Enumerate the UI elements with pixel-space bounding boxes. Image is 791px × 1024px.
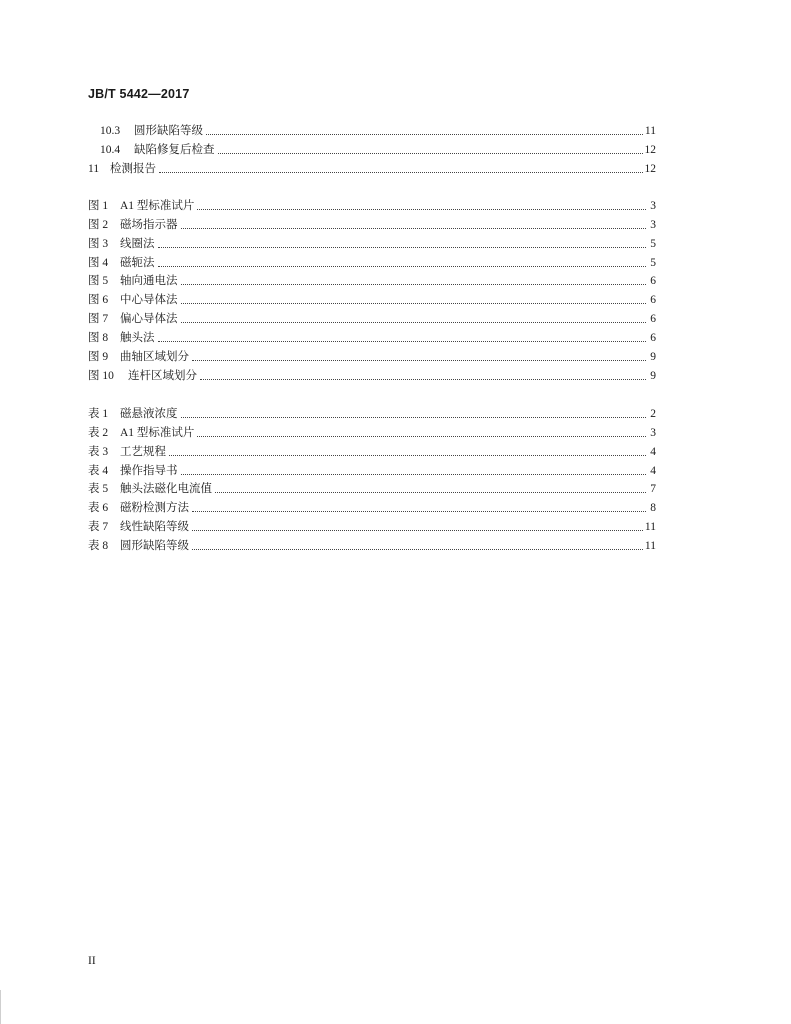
table-title: 触头法磁化电流值 xyxy=(120,483,212,496)
toc-entry-number: 11 xyxy=(88,162,100,175)
figure-number: 图 2 xyxy=(88,218,109,231)
toc-dot-leader xyxy=(192,548,643,550)
figure-number: 图 7 xyxy=(88,313,109,326)
figure-page: 3 xyxy=(650,199,656,212)
figure-number: 图 9 xyxy=(88,351,109,364)
toc-dot-leader xyxy=(159,171,643,173)
toc-entry-page: 12 xyxy=(644,143,656,156)
table-title: 磁悬液浓度 xyxy=(120,407,178,420)
toc-dot-leader xyxy=(158,265,647,267)
figure-entry[interactable] xyxy=(88,364,656,383)
figure-title: 线圈法 xyxy=(120,237,155,250)
figure-title: 偏心导体法 xyxy=(120,313,178,326)
table-page: 3 xyxy=(650,426,656,439)
figure-number: 图 10 xyxy=(88,369,114,382)
table-entry[interactable] xyxy=(88,440,656,459)
toc-dot-leader xyxy=(197,435,646,437)
figure-title: 中心导体法 xyxy=(120,294,178,307)
figure-page: 6 xyxy=(650,275,656,288)
toc-dot-leader xyxy=(181,227,647,229)
table-number: 表 3 xyxy=(88,445,109,458)
toc-dot-leader xyxy=(192,510,646,512)
figure-number: 图 3 xyxy=(88,237,109,250)
toc-sections xyxy=(88,119,656,176)
toc-entry-11[interactable] xyxy=(88,157,656,176)
figure-title: 磁场指示器 xyxy=(120,218,178,231)
table-number: 表 8 xyxy=(88,540,109,553)
table-entry[interactable] xyxy=(88,402,656,421)
figure-number: 图 1 xyxy=(88,199,109,212)
figure-title: 磁轭法 xyxy=(120,256,155,269)
table-title: 工艺规程 xyxy=(120,445,166,458)
figure-title: 触头法 xyxy=(120,332,155,345)
standard-id-header: JB/T 5442—2017 xyxy=(88,87,190,101)
toc-entry-title: 缺陷修复后检查 xyxy=(134,143,215,156)
toc-dot-leader xyxy=(200,378,646,380)
figure-entry[interactable] xyxy=(88,288,656,307)
toc-dot-leader xyxy=(215,491,646,493)
toc-dot-leader xyxy=(158,246,647,248)
toc-dot-leader xyxy=(158,340,647,342)
table-entry[interactable] xyxy=(88,496,656,515)
table-page: 7 xyxy=(650,483,656,496)
figure-title: 曲轴区域划分 xyxy=(120,351,189,364)
table-page: 4 xyxy=(650,464,656,477)
figure-page: 6 xyxy=(650,313,656,326)
toc-dot-leader xyxy=(218,152,643,154)
figure-title: A1 型标准试片 xyxy=(120,199,195,212)
figure-entry[interactable] xyxy=(88,307,656,326)
figure-page: 9 xyxy=(650,351,656,364)
figure-page: 9 xyxy=(650,369,656,382)
toc-dot-leader xyxy=(181,302,647,304)
toc-entry-title: 圆形缺陷等级 xyxy=(134,124,203,137)
table-number: 表 6 xyxy=(88,502,109,515)
figure-number: 图 8 xyxy=(88,332,109,345)
table-page: 8 xyxy=(650,502,656,515)
figure-entry[interactable] xyxy=(88,232,656,251)
toc-entry-title: 检测报告 xyxy=(110,162,156,175)
figure-number: 图 5 xyxy=(88,275,109,288)
table-entry[interactable] xyxy=(88,515,656,534)
table-page: 11 xyxy=(644,540,656,553)
table-page: 2 xyxy=(650,407,656,420)
toc-dot-leader xyxy=(181,321,647,323)
figure-page: 6 xyxy=(650,294,656,307)
figure-entry[interactable] xyxy=(88,270,656,289)
table-number: 表 7 xyxy=(88,521,109,534)
figure-entry[interactable] xyxy=(88,326,656,345)
figure-page: 5 xyxy=(650,256,656,269)
toc-dot-leader xyxy=(206,133,643,135)
table-title: 操作指导书 xyxy=(120,464,178,477)
figure-page: 3 xyxy=(650,218,656,231)
toc-entry-10-4[interactable] xyxy=(88,138,656,157)
toc-dot-leader xyxy=(192,359,646,361)
table-entry[interactable] xyxy=(88,459,656,478)
toc-figures xyxy=(88,194,656,383)
table-number: 表 2 xyxy=(88,426,109,439)
table-title: A1 型标准试片 xyxy=(120,426,195,439)
toc-dot-leader xyxy=(192,529,643,531)
table-page: 4 xyxy=(650,445,656,458)
toc-entry-number: 10.3 xyxy=(100,124,121,137)
figure-page: 6 xyxy=(650,332,656,345)
toc-dot-leader xyxy=(169,454,646,456)
figure-title: 轴向通电法 xyxy=(120,275,178,288)
figure-page: 5 xyxy=(650,237,656,250)
table-entry[interactable] xyxy=(88,534,656,553)
toc-dot-leader xyxy=(181,473,647,475)
toc-entry-number: 10.4 xyxy=(100,143,121,156)
table-title: 线性缺陷等级 xyxy=(120,521,189,534)
table-title: 圆形缺陷等级 xyxy=(120,540,189,553)
table-entry[interactable] xyxy=(88,478,656,497)
toc-dot-leader xyxy=(197,208,646,210)
page-number-footer: II xyxy=(88,955,96,967)
table-page: 11 xyxy=(644,521,656,534)
table-number: 表 4 xyxy=(88,464,109,477)
toc-entry-10-3[interactable] xyxy=(88,119,656,138)
figure-title: 连杆区域划分 xyxy=(128,369,197,382)
toc-entry-page: 12 xyxy=(644,162,656,175)
figure-number: 图 6 xyxy=(88,294,109,307)
figure-entry[interactable] xyxy=(88,251,656,270)
toc-entry-page: 11 xyxy=(644,124,656,137)
table-number: 表 1 xyxy=(88,407,109,420)
table-entry[interactable] xyxy=(88,421,656,440)
toc-dot-leader xyxy=(181,283,647,285)
figure-number: 图 4 xyxy=(88,256,109,269)
figure-entry[interactable] xyxy=(88,194,656,213)
figure-entry[interactable] xyxy=(88,345,656,364)
table-number: 表 5 xyxy=(88,483,109,496)
toc-dot-leader xyxy=(181,416,647,418)
scan-edge-line xyxy=(0,990,1,1024)
table-title: 磁粉检测方法 xyxy=(120,502,189,515)
toc-tables xyxy=(88,402,656,553)
figure-entry[interactable] xyxy=(88,213,656,232)
